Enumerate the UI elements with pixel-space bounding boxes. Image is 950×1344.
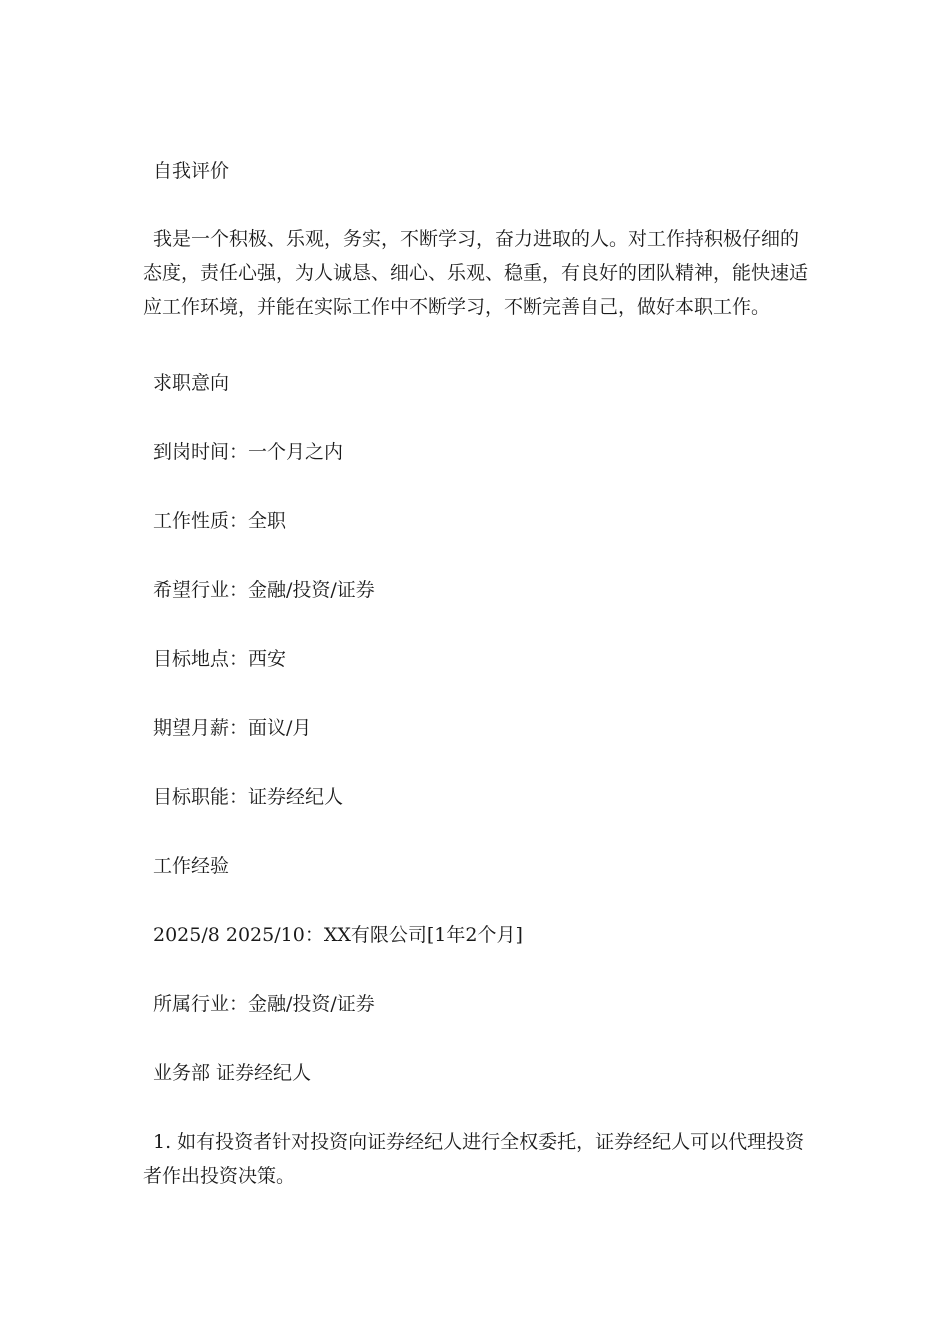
section-heading-work-experience: 工作经验 — [153, 855, 230, 877]
section-heading-self-evaluation: 自我评价 — [153, 160, 230, 182]
experience-department-line: 业务部 证券经纪人 — [153, 1062, 312, 1084]
job-nature-line: 工作性质：全职 — [153, 510, 287, 532]
desired-industry-line: 希望行业：金融/投资/证券 — [153, 579, 375, 601]
expected-salary-line: 期望月薪：面议/月 — [153, 717, 312, 739]
experience-item-1 — [143, 1125, 809, 1193]
experience-item-1-text: 1. 如有投资者针对投资向证券经纪人进行全权委托，证券经纪人可以代理投资者作出投资决策。 — [143, 1131, 805, 1187]
experience-industry-line: 所属行业：金融/投资/证券 — [153, 993, 375, 1015]
arrival-time-line: 到岗时间：一个月之内 — [153, 441, 344, 463]
section-heading-job-intent: 求职意向 — [153, 372, 230, 394]
experience-period-line: 2025/8 2025/10：XX有限公司[1年2个月] — [153, 924, 523, 946]
self-evaluation-text: 我是一个积极、乐观，务实，不断学习，奋力进取的人。对工作持积极仔细的态度，责任心强，为人诚恳、细心、乐观、稳重，有良好的团队精神，能快速适应工作环境，并能在实际工作中不断学习，不断完善自己，做好本职工作。 — [143, 228, 809, 318]
target-function-line: 目标职能：证券经纪人 — [153, 786, 344, 808]
target-location-line: 目标地点：西安 — [153, 648, 287, 670]
self-evaluation-paragraph — [143, 222, 809, 324]
